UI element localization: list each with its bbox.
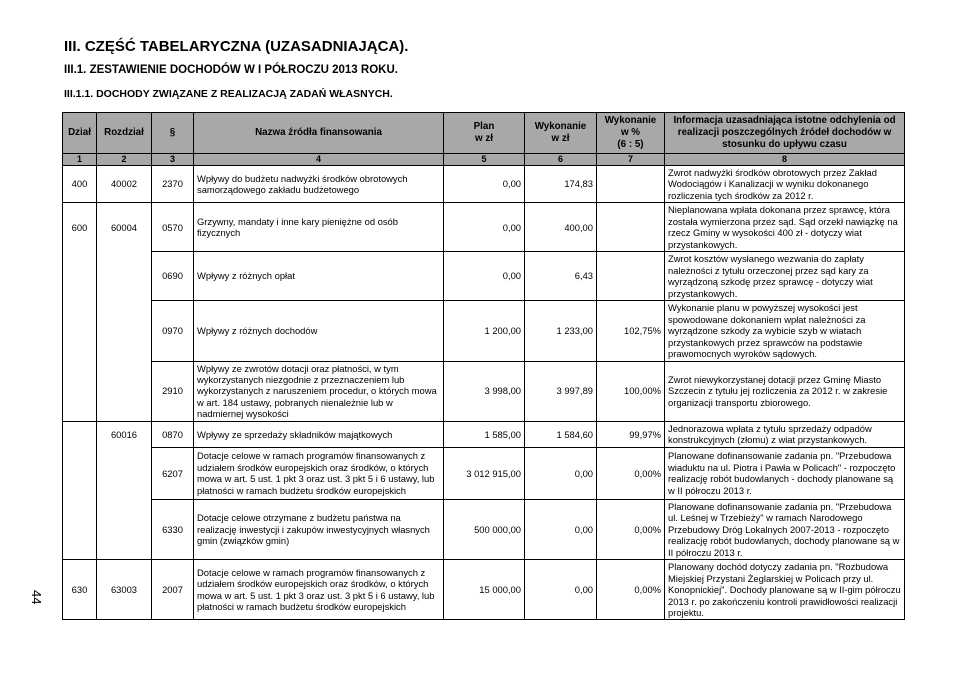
cell-nazwa: Dotacje celowe otrzymane z budżetu państwa na realizację inwestycji i zakupów inwestycyjnych własnych gmin (związków gmin)	[194, 499, 444, 559]
cell-nazwa: Wpływy z różnych dochodów	[194, 301, 444, 361]
cell-dzial	[63, 421, 97, 447]
table-row	[63, 560, 905, 620]
header-rozdzial: Rozdział	[97, 113, 152, 154]
column-number: 6	[525, 154, 597, 166]
cell-wykonanie: 400,00	[525, 203, 597, 252]
cell-dzial	[63, 252, 97, 301]
cell-rozdzial	[97, 447, 152, 499]
table-row	[63, 499, 905, 559]
table-row	[63, 447, 905, 499]
cell-paragraf: 0970	[152, 301, 194, 361]
header-procent: Wykonanie w % (6 : 5)	[597, 113, 665, 154]
cell-nazwa: Wpływy z różnych opłat	[194, 252, 444, 301]
cell-paragraf: 6330	[152, 499, 194, 559]
cell-dzial: 400	[63, 166, 97, 203]
cell-rozdzial	[97, 301, 152, 361]
cell-informacja: Planowane dofinansowanie zadania pn. "Przebudowa wiaduktu na ul. Piotra i Pawła w Policach" - rozpoczęto realizację robót budowlanych - dochody planowane są w II półroczu 2013 r.	[665, 447, 905, 499]
cell-informacja: Jednorazowa wpłata z tytułu sprzedaży odpadów konstrukcyjnych (złomu) z wiat przystankowych.	[665, 421, 905, 447]
cell-paragraf: 6207	[152, 447, 194, 499]
cell-wykonanie: 0,00	[525, 560, 597, 620]
table-row	[63, 361, 905, 421]
header-dzial: Dział	[63, 113, 97, 154]
table-row	[63, 252, 905, 301]
cell-paragraf: 2007	[152, 560, 194, 620]
page-number: 44	[29, 590, 44, 605]
cell-plan: 15 000,00	[444, 560, 525, 620]
cell-rozdzial	[97, 361, 152, 421]
header-paragraf: §	[152, 113, 194, 154]
cell-dzial: 600	[63, 203, 97, 252]
cell-nazwa: Wpływy do budżetu nadwyżki środków obrotowych samorządowego zakładu budżetowego	[194, 166, 444, 203]
column-number: 3	[152, 154, 194, 166]
cell-nazwa: Dotacje celowe w ramach programów finansowanych z udziałem środków europejskich oraz środków, o których mowa w art. 5 ust. 1 pkt 3 oraz ust. 3 pkt 5 i 6 ustawy, lub płatności w ramach budżetu środków europejskich	[194, 447, 444, 499]
cell-procent: 102,75%	[597, 301, 665, 361]
cell-paragraf: 2370	[152, 166, 194, 203]
cell-informacja: Wykonanie planu w powyższej wysokości jest spowodowane dokonaniem wpłat należności za wyrządzone szkody za wybicie szyb w wiatach przystankowych przez sprawców na podstawie prawomocnych wyroków sądowych.	[665, 301, 905, 361]
cell-procent: 99,97%	[597, 421, 665, 447]
column-number-row	[63, 154, 905, 166]
cell-dzial	[63, 499, 97, 559]
cell-nazwa: Grzywny, mandaty i inne kary pieniężne od osób fizycznych	[194, 203, 444, 252]
cell-informacja: Nieplanowana wpłata dokonana przez sprawcę, która została wymierzona przez sąd. Sąd orzekł nawiązkę na rzecz Gminy w wysokości 400 zł - dotyczy wiat przystankowych.	[665, 203, 905, 252]
cell-wykonanie: 1 233,00	[525, 301, 597, 361]
cell-rozdzial	[97, 499, 152, 559]
table-row	[63, 301, 905, 361]
column-number: 1	[63, 154, 97, 166]
cell-rozdzial: 40002	[97, 166, 152, 203]
cell-procent: 0,00%	[597, 560, 665, 620]
cell-wykonanie: 0,00	[525, 499, 597, 559]
column-number: 5	[444, 154, 525, 166]
table-row	[63, 421, 905, 447]
cell-informacja: Zwrot niewykorzystanej dotacji przez Gminę Miasto Szczecin z tytułu jej rozliczenia za 2012 r. w zakresie organizacji transportu zbiorowego.	[665, 361, 905, 421]
cell-plan: 1 200,00	[444, 301, 525, 361]
cell-wykonanie: 174,83	[525, 166, 597, 203]
cell-rozdzial: 63003	[97, 560, 152, 620]
cell-paragraf: 2910	[152, 361, 194, 421]
section-title: III. CZĘŚĆ TABELARYCZNA (UZASADNIAJĄCA).	[64, 38, 409, 55]
cell-plan: 3 012 915,00	[444, 447, 525, 499]
cell-wykonanie: 1 584,60	[525, 421, 597, 447]
header-nazwa: Nazwa źródła finansowania	[194, 113, 444, 154]
cell-informacja: Planowany dochód dotyczy zadania pn. "Rozbudowa Miejskiej Przystani Żeglarskiej w Policach przy ul. Konopnickiej". Dochody planowane są w II-gim półroczu 2013 r. po zakończeniu kontroli prawidłowości realizacji projektu.	[665, 560, 905, 620]
cell-procent: 0,00%	[597, 499, 665, 559]
cell-plan: 0,00	[444, 203, 525, 252]
cell-plan: 500 000,00	[444, 499, 525, 559]
cell-procent: 0,00%	[597, 447, 665, 499]
column-number: 2	[97, 154, 152, 166]
cell-informacja: Zwrot kosztów wysłanego wezwania do zapłaty należności z tytułu orzeczonej przez sąd kary za wyrządzoną szkodę przez sprawcę - dotyczy wiat przystankowych.	[665, 252, 905, 301]
cell-dzial	[63, 361, 97, 421]
cell-paragraf: 0690	[152, 252, 194, 301]
cell-procent	[597, 252, 665, 301]
header-informacja: Informacja uzasadniająca istotne odchylenia od realizacji poszczególnych źródeł dochodów w stosunku do upływu czasu	[665, 113, 905, 154]
cell-informacja: Planowane dofinansowanie zadania pn. "Przebudowa ul. Leśnej w Trzebieży" w ramach Narodowego Przebudowy Dróg Lokalnych 2007-2013 - rozpoczęto realizację robót budowlanych, dochody planowane są w II półroczu 2013 r.	[665, 499, 905, 559]
column-number: 4	[194, 154, 444, 166]
cell-paragraf: 0570	[152, 203, 194, 252]
cell-dzial	[63, 301, 97, 361]
cell-dzial: 630	[63, 560, 97, 620]
subsection-title: III.1. ZESTAWIENIE DOCHODÓW W I PÓŁROCZU 2013 ROKU.	[64, 64, 398, 76]
cell-rozdzial: 60004	[97, 203, 152, 252]
cell-plan: 3 998,00	[444, 361, 525, 421]
cell-nazwa: Dotacje celowe w ramach programów finansowanych z udziałem środków europejskich oraz środków, o których mowa w art. 5 ust. 1 pkt 3 oraz ust. 3 pkt 5 i 6 ustawy, lub płatności w ramach budżetu środków europejskich	[194, 560, 444, 620]
column-number: 7	[597, 154, 665, 166]
cell-rozdzial: 60016	[97, 421, 152, 447]
cell-procent	[597, 203, 665, 252]
cell-wykonanie: 6,43	[525, 252, 597, 301]
cell-paragraf: 0870	[152, 421, 194, 447]
header-plan: Plan w zł	[444, 113, 525, 154]
cell-rozdzial	[97, 252, 152, 301]
header-wykonanie: Wykonanie w zł	[525, 113, 597, 154]
table-row	[63, 166, 905, 203]
cell-wykonanie: 0,00	[525, 447, 597, 499]
table-header-row	[63, 113, 905, 154]
cell-nazwa: Wpływy ze sprzedaży składników majątkowych	[194, 421, 444, 447]
cell-dzial	[63, 447, 97, 499]
cell-nazwa: Wpływy ze zwrotów dotacji oraz płatności, w tym wykorzystanych niezgodnie z przeznaczeniem lub wykorzystanych z naruszeniem procedur, o których mowa w art. 184 ustawy, pobranych nienależnie lub w nadmiernej wysokości	[194, 361, 444, 421]
income-table	[62, 112, 905, 620]
cell-plan: 1 585,00	[444, 421, 525, 447]
cell-plan: 0,00	[444, 252, 525, 301]
table-row	[63, 203, 905, 252]
column-number: 8	[665, 154, 905, 166]
cell-informacja: Zwrot nadwyżki środków obrotowych przez Zakład Wodociągów i Kanalizacji w wyniku dokonanego rozliczenia tych środków za 2012 r.	[665, 166, 905, 203]
cell-plan: 0,00	[444, 166, 525, 203]
cell-procent: 100,00%	[597, 361, 665, 421]
cell-procent	[597, 166, 665, 203]
cell-wykonanie: 3 997,89	[525, 361, 597, 421]
subsubsection-title: III.1.1. DOCHODY ZWIĄZANE Z REALIZACJĄ ZADAŃ WŁASNYCH.	[64, 88, 393, 100]
